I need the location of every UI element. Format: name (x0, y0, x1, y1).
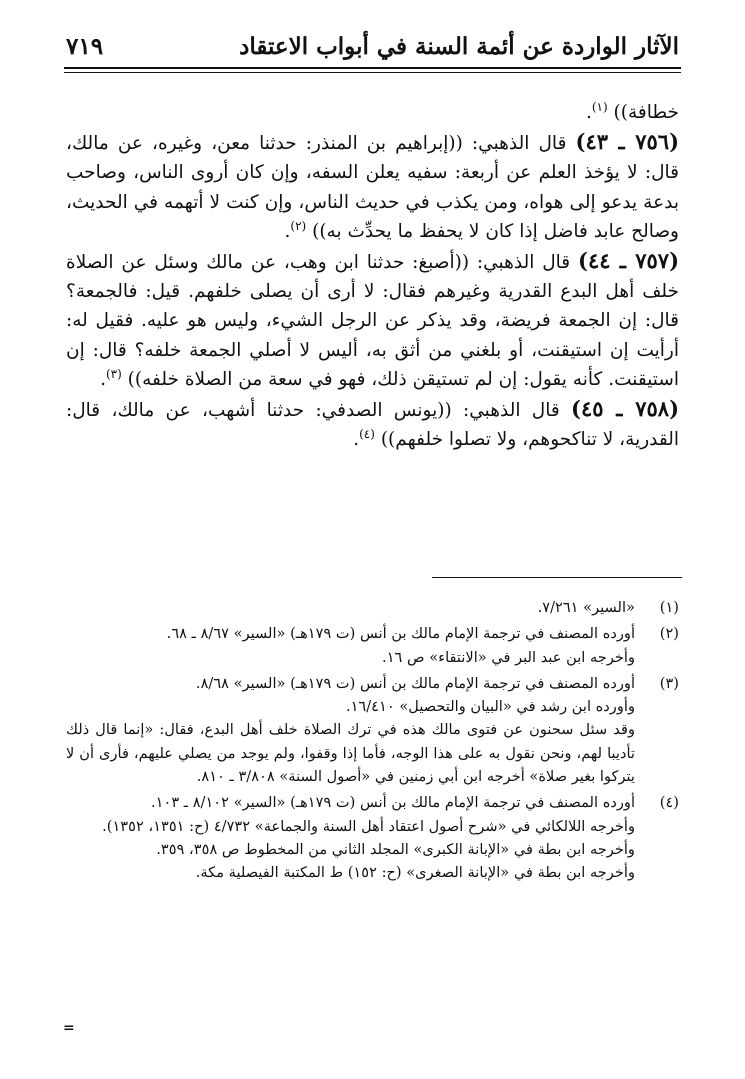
footnote-body (66, 622, 635, 669)
footnote-ref-3: (٣) (105, 366, 122, 381)
footnote-line: أورده المصنف في ترجمة الإمام مالك بن أنس (ت ١٧٩هـ) «السير» ٨/٦٨. (195, 674, 635, 692)
footnote-line: وأخرجه ابن عبد البر في «الانتقاء» ص ١٦. (382, 648, 635, 666)
signature-mark: = (63, 1020, 75, 1036)
narration-number-756: (٧٥٦ ـ ٤٣) (575, 129, 679, 155)
narration-758 (66, 394, 679, 454)
narration-end-756: . (284, 220, 291, 242)
footnote-number: (٤) (659, 794, 679, 812)
narration-number-758: (٧٥٨ ـ ٤٥) (571, 396, 679, 422)
footnote-line: أورده المصنف في ترجمة الإمام مالك بن أنس (ت ١٧٩هـ) «السير» ٨/١٠٢ ـ ١٠٣. (151, 794, 635, 812)
footnote-number: (١) (659, 599, 679, 616)
footnote-line: وأخرجه ابن بطة في «الإبانة الصغرى» (ح: ١٥٢) ط المكتبة الفيصلية مكة. (195, 864, 635, 882)
footnote-line: أورده المصنف في ترجمة الإمام مالك بن أنس (ت ١٧٩هـ) «السير» ٨/٦٧ ـ ٦٨. (166, 625, 635, 643)
narration-757 (66, 246, 679, 394)
footnote-4 (66, 791, 679, 884)
page-number: ٧١٩ (66, 32, 104, 60)
running-title: الآثار الواردة عن أئمة السنة في أبواب الاعتقاد (239, 32, 679, 60)
footnote-body (66, 596, 635, 619)
footnote-ref-1: (١) (591, 99, 608, 114)
narration-end-757: . (100, 368, 106, 390)
footnote-line: وقد سئل سحنون عن فتوى مالك هذه في ترك الصلاة خلف أهل البدع، فقال: «إنما قال ذلك تأديبا لهم، ونحن نقول به على هذا الوجه، فأما إذا وقفوا، ولم يوجد من يصلي عليهم، فأرى أن لا يتركوا بغير صلاة» أخرجه ابن أبي زمنين في «أصول السنة» ٣/٨٠٨ ـ ٨١٠. (66, 721, 635, 786)
header-rule (64, 67, 681, 73)
footnote-3 (66, 672, 679, 788)
footnote-separator (432, 577, 682, 578)
narration-text-757: قال الذهبي: ((أصبغ: حدثنا ابن وهب، عن مالك وسئل عن الصلاة خلف أهل البدع القدرية وغيرهم فقال: لا أرى أن يصلى خلفهم. قيل: فالجمعة؟ قال: إن الجمعة فريضة، وقد يذكر عن الرجل الشيء، وليس هو عليه. فقيل له: أرأيت إن استيقنت، أو بلغني من أثق به، أليس لا أصلي الجمعة خلفه؟ قال: إن استيقنت. كأنه يقول: إن لم تستيقن ذلك، فهو في سعة من الصلاة خلفه)) (66, 252, 679, 390)
carryover-text: خطافة)) (607, 102, 679, 123)
narration-text-756: قال الذهبي: ((إبراهيم بن المنذر: حدثنا معن، وغيره، عن مالك، قال: لا يؤخذ العلم عن أربعة: سفيه يعلن السفه، وإن كان أروى الناس، وصاحب بدعة يدعو إلى هواه، ومن يكذب في حديث الناس، وإن كنت لا أتهمه في الحديث، وصالح عابد فاضل إذا كان لا يحفظ ما يحدِّث به)) (66, 133, 679, 242)
footnote-body (66, 791, 635, 884)
page-header (66, 28, 679, 64)
footnote-line: وأخرجه اللالكائي في «شرح أصول اعتقاد أهل السنة والجماعة» ٤/٧٣٢ (ح: ١٣٥١، ١٣٥٢). (102, 817, 635, 835)
carryover-end: . (585, 102, 592, 123)
narration-end-758: . (353, 429, 360, 451)
footnote-ref-4: (٤) (359, 427, 375, 442)
footnote-2 (66, 622, 679, 669)
carryover-paragraph (66, 98, 679, 127)
footnote-1 (66, 596, 679, 619)
footnote-number: (٢) (659, 625, 679, 643)
main-text (66, 98, 679, 454)
footnote-line: وأخرجه ابن بطة في «الإبانة الكبرى» المجلد الثاني من المخطوط ص ٣٥٨، ٣٥٩. (156, 840, 635, 858)
narration-number-757: (٧٥٧ ـ ٤٤) (578, 248, 679, 274)
footnote-ref-2: (٢) (290, 218, 307, 233)
narration-text-758: قال الذهبي: ((يونس الصدفي: حدثنا أشهب، عن مالك، قال: القدرية، لا تناكحوهم، ولا تصلوا خلفهم)) (66, 400, 679, 451)
narration-756 (66, 127, 679, 246)
footnotes (66, 596, 679, 885)
footnote-number: (٣) (659, 674, 679, 692)
footnote-line: وأورده ابن رشد في «البيان والتحصيل» ١٦/٤١٠. (345, 698, 635, 716)
footnote-line: «السير» ٧/٢٦١. (537, 599, 635, 616)
footnote-body (66, 672, 635, 788)
